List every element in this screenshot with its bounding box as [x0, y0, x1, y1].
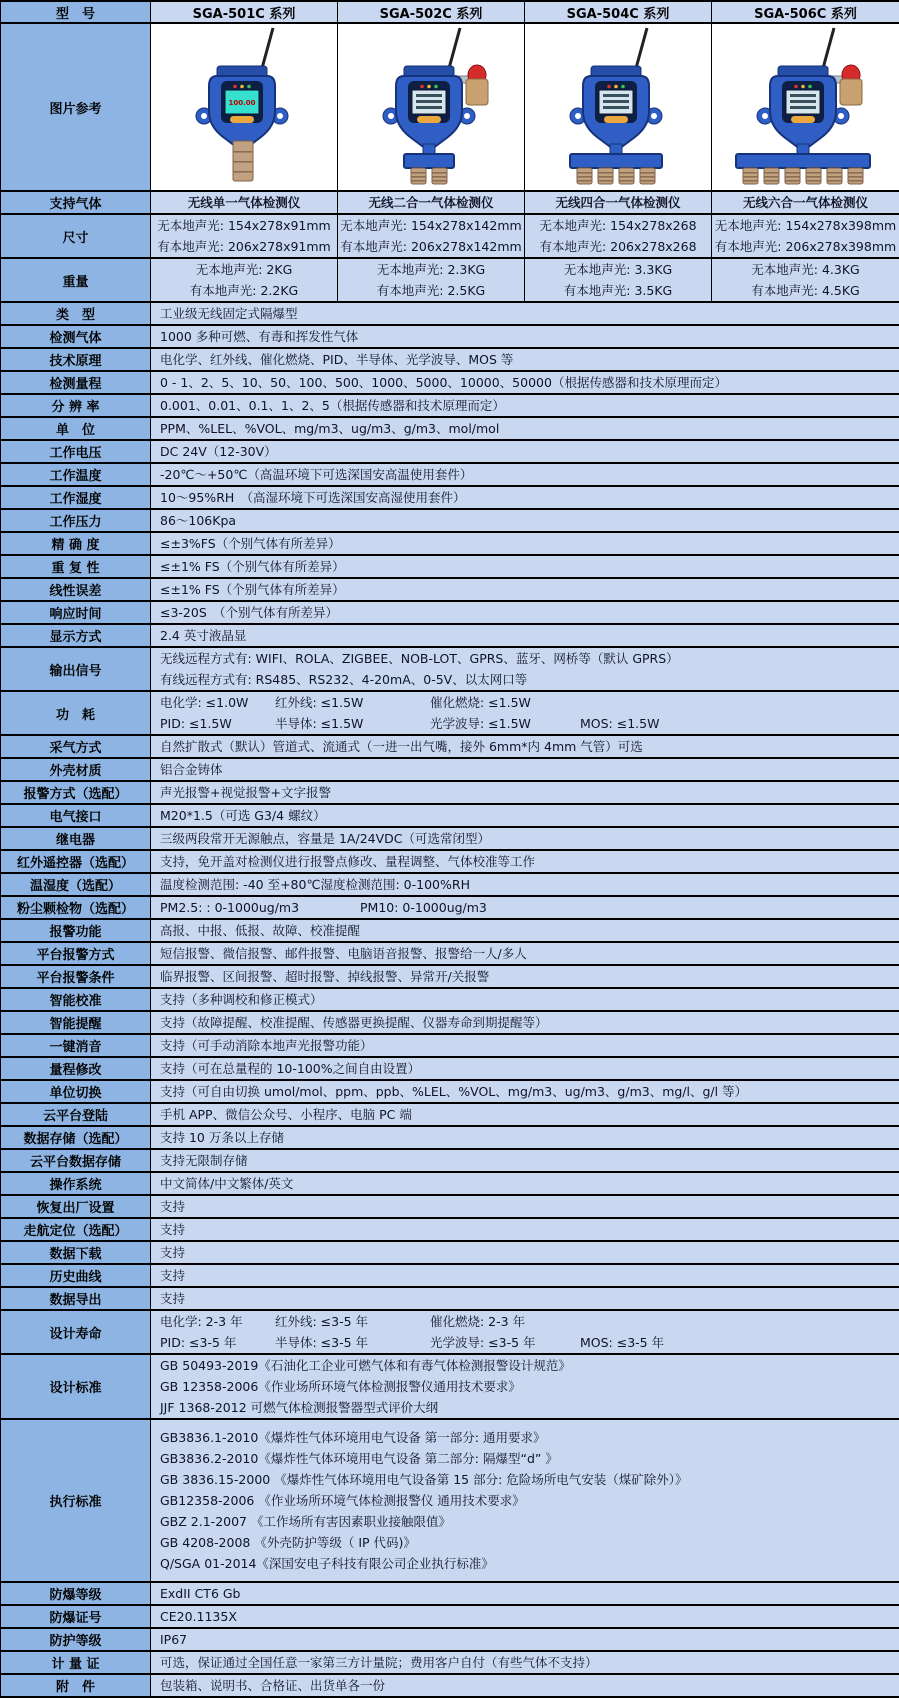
value-cell-mobile-positioning [151, 1218, 899, 1241]
value-cell-principle [151, 348, 899, 371]
value-cell-type [151, 302, 899, 325]
value-segment: 红外线: ≤1.5W [275, 692, 430, 713]
value-cell-os [151, 1172, 899, 1195]
row-label-alarm-mode: 报警方式（选配） [1, 781, 151, 804]
value-line: GB3836.2-2010《爆炸性气体环境用电气设备 第二部分: 隔爆型“d” 》 [160, 1448, 893, 1469]
value-cell-voltage [151, 440, 899, 463]
value-line: 无本地声光: 154x278x142mm [340, 215, 522, 236]
value-segment: 光学波导: ≤3-5 年 [430, 1332, 580, 1353]
value-line: 支持（可自由切换 umol/mol、ppm、ppb、%LEL、%VOL、mg/m3、ug/m3、g/m3、mg/l、g/l 等） [160, 1081, 893, 1102]
row-label-temp-humidity: 温湿度（选配） [1, 873, 151, 896]
row-label-linearity: 线性误差 [1, 578, 151, 601]
value-segment: 催化燃烧: ≤1.5W [430, 692, 531, 713]
value-line: 0 - 1、2、5、10、50、100、500、1000、5000、10000、50000（根据传感器和技术原理而定） [160, 372, 893, 393]
spec-row-weight [1, 258, 899, 302]
spec-row-data-download [1, 1241, 899, 1264]
spec-row-metrology-cert [1, 1651, 899, 1674]
value-line [160, 692, 893, 713]
value-cell-design-standard [151, 1354, 899, 1419]
value-line: 支持无限制存储 [160, 1150, 893, 1171]
value-segment: 半导体: ≤3-5 年 [275, 1332, 430, 1353]
value-line: 无线远程方式有: WIFI、ROLA、ZIGBEE、NOB-LOT、GPRS、蓝牙、网桥等（默认 GPRS） [160, 648, 893, 669]
spec-row-type [1, 302, 899, 325]
value-line [160, 1311, 893, 1332]
value-cell-weight-1 [338, 258, 525, 302]
spec-row-resolution [1, 394, 899, 417]
value-line: 无本地声光: 4.3KG [714, 259, 897, 280]
value-cell-humidity [151, 486, 899, 509]
value-line: 无本地声光: 154x278x91mm [153, 215, 335, 236]
spec-row-explosion-cert [1, 1605, 899, 1628]
value-cell-weight-3 [712, 258, 899, 302]
value-segment: PM2.5: : 0-1000ug/m3 [160, 897, 360, 918]
row-label-execution-standard: 执行标准 [1, 1419, 151, 1582]
value-line: GB3836.1-2010《爆炸性气体环境用电气设备 第一部分: 通用要求》 [160, 1427, 893, 1448]
value-cell-data-storage [151, 1126, 899, 1149]
value-cell-linearity [151, 578, 899, 601]
value-cell-resolution [151, 394, 899, 417]
spec-row-humidity [1, 486, 899, 509]
spec-row-dust [1, 896, 899, 919]
value-line: ≤±3%FS（个别气体有所差异） [160, 533, 893, 554]
row-label-accessories: 附 件 [1, 1674, 151, 1697]
value-line: GB 50493-2019《石油化工企业可燃气体和有毒气体检测报警设计规范》 [160, 1355, 893, 1376]
value-line: 无本地声光: 2KG [153, 259, 335, 280]
value-line [160, 713, 893, 734]
spec-row-design-life [1, 1310, 899, 1354]
value-line: GB 3836.15-2000 《爆炸性气体环境用电气设备第 15 部分: 危险场所电气安装（煤矿除外）》 [160, 1469, 893, 1490]
spec-row-temperature [1, 463, 899, 486]
value-segment: PID: ≤3-5 年 [160, 1332, 275, 1353]
value-line [160, 1332, 893, 1353]
row-label-pressure: 工作压力 [1, 509, 151, 532]
value-segment: 电化学: ≤1.0W [160, 692, 275, 713]
value-segment: MOS: ≤3-5 年 [580, 1332, 664, 1353]
value-cell-supported-gas-3 [712, 191, 899, 214]
image-cell-sga-504c [525, 23, 712, 191]
spec-row-image-ref [1, 23, 899, 191]
row-label-response-time: 响应时间 [1, 601, 151, 624]
row-label-one-key-mute: 一键消音 [1, 1034, 151, 1057]
value-segment: 温度检测范围: -40 至+80℃ [160, 874, 321, 895]
value-cell-display [151, 624, 899, 647]
value-cell-dimensions-1 [338, 214, 525, 258]
value-line: 0.001、0.01、0.1、1、2、5（根据传感器和技术原理而定） [160, 395, 893, 416]
row-label-design-standard: 设计标准 [1, 1354, 151, 1419]
row-label-range: 检测量程 [1, 371, 151, 394]
value-cell-metrology-cert [151, 1651, 899, 1674]
value-cell-dimensions-2 [525, 214, 712, 258]
row-label-housing: 外壳材质 [1, 758, 151, 781]
spec-row-smart-calibration [1, 988, 899, 1011]
value-cell-accuracy [151, 532, 899, 555]
series-header-0: SGA-501C 系列 [151, 1, 338, 23]
value-line: 无线二合一气体检测仪 [340, 192, 522, 213]
value-line [160, 897, 893, 918]
spec-row-smart-reminder [1, 1011, 899, 1034]
row-label-explosion-cert: 防爆证号 [1, 1605, 151, 1628]
value-line: CE20.1135X [160, 1606, 893, 1627]
value-cell-smart-reminder [151, 1011, 899, 1034]
row-label-data-storage: 数据存储（选配） [1, 1126, 151, 1149]
value-line: 工业级无线固定式隔爆型 [160, 303, 893, 324]
value-cell-range-modify [151, 1057, 899, 1080]
value-line: 有本地声光: 206x278x398mm [714, 236, 897, 257]
value-cell-explosion-class [151, 1582, 899, 1605]
value-line: PPM、%LEL、%VOL、mg/m3、ug/m3、g/m3、mol/mol [160, 418, 893, 439]
value-cell-accessories [151, 1674, 899, 1697]
row-label-type: 类 型 [1, 302, 151, 325]
spec-row-housing [1, 758, 899, 781]
row-label-humidity: 工作湿度 [1, 486, 151, 509]
spec-row-design-standard [1, 1354, 899, 1419]
value-cell-unit-switch [151, 1080, 899, 1103]
row-label-supported-gas: 支持气体 [1, 191, 151, 214]
spec-row-factory-reset [1, 1195, 899, 1218]
value-cell-cloud-storage [151, 1149, 899, 1172]
spec-row-platform-alarm-cond [1, 965, 899, 988]
value-line: M20*1.5（可选 G3/4 螺纹） [160, 805, 893, 826]
value-cell-history-curve [151, 1264, 899, 1287]
value-segment: PID: ≤1.5W [160, 713, 275, 734]
row-label-smart-reminder: 智能提醒 [1, 1011, 151, 1034]
product-image-sga-506c [718, 24, 893, 186]
spec-row-output-signal [1, 647, 899, 691]
value-cell-relay [151, 827, 899, 850]
image-cell-sga-506c [712, 23, 899, 191]
spec-row-power-consumption [1, 691, 899, 735]
value-line: ≤3-20S （个别气体有所差异） [160, 602, 893, 623]
value-line: 手机 APP、微信公众号、小程序、电脑 PC 端 [160, 1104, 893, 1125]
row-label-dimensions: 尺寸 [1, 214, 151, 258]
value-cell-temperature [151, 463, 899, 486]
row-label-temperature: 工作温度 [1, 463, 151, 486]
value-cell-cloud-login [151, 1103, 899, 1126]
value-line: 声光报警+视觉报警+文字报警 [160, 782, 893, 803]
value-cell-protection-class [151, 1628, 899, 1651]
value-cell-weight-0 [151, 258, 338, 302]
model-header-label: 型 号 [1, 1, 151, 23]
spec-row-electrical-port [1, 804, 899, 827]
value-cell-detect-gas [151, 325, 899, 348]
spec-row-range [1, 371, 899, 394]
value-cell-execution-standard [151, 1419, 899, 1582]
row-label-explosion-class: 防爆等级 [1, 1582, 151, 1605]
spec-row-data-storage [1, 1126, 899, 1149]
value-line: 临界报警、区间报警、超时报警、掉线报警、异常开/关报警 [160, 966, 893, 987]
spec-row-protection-class [1, 1628, 899, 1651]
spec-row-history-curve [1, 1264, 899, 1287]
value-cell-sampling [151, 735, 899, 758]
spec-row-one-key-mute [1, 1034, 899, 1057]
row-label-protection-class: 防护等级 [1, 1628, 151, 1651]
value-cell-supported-gas-2 [525, 191, 712, 214]
value-cell-dimensions-3 [712, 214, 899, 258]
value-line: 有本地声光: 2.5KG [340, 280, 522, 301]
spec-row-platform-alarm-mode [1, 942, 899, 965]
value-line: 有本地声光: 206x278x91mm [153, 236, 335, 257]
value-cell-range [151, 371, 899, 394]
value-line: ExdII CT6 Gb [160, 1583, 893, 1604]
value-cell-temp-humidity [151, 873, 899, 896]
value-cell-factory-reset [151, 1195, 899, 1218]
value-cell-ir-remote [151, 850, 899, 873]
value-line: 支持（多种调校和修正模式） [160, 989, 893, 1010]
value-line: 支持 [160, 1242, 893, 1263]
value-line: 可选，保证通过全国任意一家第三方计量院；费用客户自付（有些气体不支持） [160, 1652, 893, 1673]
value-cell-housing [151, 758, 899, 781]
spec-row-accessories [1, 1674, 899, 1697]
value-line [160, 874, 893, 895]
row-label-output-signal: 输出信号 [1, 647, 151, 691]
value-line: GB 12358-2006《作业场所环境气体检测报警仪通用技术要求》 [160, 1376, 893, 1397]
row-label-dust: 粉尘颗检物（选配） [1, 896, 151, 919]
image-cell-sga-502c [338, 23, 525, 191]
value-cell-platform-alarm-cond [151, 965, 899, 988]
value-line: 有线远程方式有: RS485、RS232、4-20mA、0-5V、以太网口等 [160, 669, 893, 690]
row-label-unit: 单 位 [1, 417, 151, 440]
row-label-metrology-cert: 计 量 证 [1, 1651, 151, 1674]
value-line: GB 4208-2008 《外壳防护等级（ IP 代码)》 [160, 1532, 893, 1553]
value-cell-pressure [151, 509, 899, 532]
value-line: 支持（可在总量程的 10-100%之间自由设置） [160, 1058, 893, 1079]
row-label-detect-gas: 检测气体 [1, 325, 151, 348]
value-cell-weight-2 [525, 258, 712, 302]
value-segment: 催化燃烧: 2-3 年 [430, 1311, 525, 1332]
row-label-accuracy: 精 确 度 [1, 532, 151, 555]
row-label-factory-reset: 恢复出厂设置 [1, 1195, 151, 1218]
spec-row-ir-remote [1, 850, 899, 873]
value-cell-dimensions-0 [151, 214, 338, 258]
value-line: JJF 1368-2012 可燃气体检测报警器型式评价大纲 [160, 1397, 893, 1418]
spec-row-range-modify [1, 1057, 899, 1080]
spec-row-linearity [1, 578, 899, 601]
row-label-platform-alarm-cond: 平台报警条件 [1, 965, 151, 988]
spec-row-explosion-class [1, 1582, 899, 1605]
spec-row-pressure [1, 509, 899, 532]
row-label-platform-alarm-mode: 平台报警方式 [1, 942, 151, 965]
value-line: 10～95%RH （高湿环境下可选深国安高湿使用套件） [160, 487, 893, 508]
value-line: 支持 [160, 1288, 893, 1309]
row-label-power-consumption: 功 耗 [1, 691, 151, 735]
svg-text:100.00: 100.00 [228, 99, 255, 107]
row-label-smart-calibration: 智能校准 [1, 988, 151, 1011]
spec-row-dimensions [1, 214, 899, 258]
value-line: GBZ 2.1-2007 《工作场所有害因素职业接触限值》 [160, 1511, 893, 1532]
value-cell-power-consumption [151, 691, 899, 735]
value-line: 支持 [160, 1265, 893, 1286]
product-image-sga-501c [157, 24, 332, 186]
value-line: GB12358-2006 《作业场所环境气体检测报警仪 通用技术要求》 [160, 1490, 893, 1511]
spec-row-unit [1, 417, 899, 440]
value-line: Q/SGA 01-2014《深国安电子科技有限公司企业执行标准》 [160, 1553, 893, 1574]
value-cell-supported-gas-0 [151, 191, 338, 214]
row-label-voltage: 工作电压 [1, 440, 151, 463]
row-label-image-ref: 图片参考 [1, 23, 151, 191]
row-label-resolution: 分 辨 率 [1, 394, 151, 417]
row-label-repeatability: 重 复 性 [1, 555, 151, 578]
value-cell-data-download [151, 1241, 899, 1264]
value-cell-explosion-cert [151, 1605, 899, 1628]
value-cell-alarm-mode [151, 781, 899, 804]
row-label-relay: 继电器 [1, 827, 151, 850]
value-cell-one-key-mute [151, 1034, 899, 1057]
row-label-data-download: 数据下载 [1, 1241, 151, 1264]
row-label-range-modify: 量程修改 [1, 1057, 151, 1080]
value-line: 无本地声光: 154x278x268 [527, 215, 709, 236]
spec-row-accuracy [1, 532, 899, 555]
value-segment: MOS: ≤1.5W [580, 713, 659, 734]
value-line: 1000 多种可燃、有毒和挥发性气体 [160, 326, 893, 347]
spec-row-repeatability [1, 555, 899, 578]
spec-row-os [1, 1172, 899, 1195]
value-line: 短信报警、微信报警、邮件报警、电脑语音报警、报警给一人/多人 [160, 943, 893, 964]
row-label-mobile-positioning: 走航定位（选配） [1, 1218, 151, 1241]
row-label-design-life: 设计寿命 [1, 1310, 151, 1354]
value-line: ≤±1% FS（个别气体有所差异） [160, 579, 893, 600]
value-line: 2.4 英寸液晶显 [160, 625, 893, 646]
row-label-cloud-login: 云平台登陆 [1, 1103, 151, 1126]
spec-row-temp-humidity [1, 873, 899, 896]
spec-row-sampling [1, 735, 899, 758]
spec-row-relay [1, 827, 899, 850]
value-line: 三级两段常开无源触点，容量是 1A/24VDC（可选常闭型） [160, 828, 893, 849]
value-line: 支持 10 万条以上存储 [160, 1127, 893, 1148]
row-label-ir-remote: 红外遥控器（选配） [1, 850, 151, 873]
value-segment: 湿度检测范围: 0-100%RH [321, 874, 470, 895]
row-label-cloud-storage: 云平台数据存储 [1, 1149, 151, 1172]
spec-row-principle [1, 348, 899, 371]
value-segment: 电化学: 2-3 年 [160, 1311, 275, 1332]
value-line: 无线四合一气体检测仪 [527, 192, 709, 213]
spec-row-alarm-function [1, 919, 899, 942]
series-header-2: SGA-504C 系列 [525, 1, 712, 23]
value-line: 无线六合一气体检测仪 [714, 192, 897, 213]
value-line: 有本地声光: 3.5KG [527, 280, 709, 301]
spec-row-alarm-mode [1, 781, 899, 804]
row-label-data-export: 数据导出 [1, 1287, 151, 1310]
value-cell-supported-gas-1 [338, 191, 525, 214]
row-label-history-curve: 历史曲线 [1, 1264, 151, 1287]
value-cell-output-signal [151, 647, 899, 691]
value-line: 支持（故障提醒、校准提醒、传感器更换提醒、仪器寿命到期提醒等） [160, 1012, 893, 1033]
value-cell-unit [151, 417, 899, 440]
spec-row-unit-switch [1, 1080, 899, 1103]
series-header-1: SGA-502C 系列 [338, 1, 525, 23]
spec-row-detect-gas [1, 325, 899, 348]
row-label-unit-switch: 单位切换 [1, 1080, 151, 1103]
value-line: 支持，免开盖对检测仪进行报警点修改、量程调整、气体校准等工作 [160, 851, 893, 872]
value-cell-alarm-function [151, 919, 899, 942]
value-cell-dust [151, 896, 899, 919]
spec-row-response-time [1, 601, 899, 624]
row-label-os: 操作系统 [1, 1172, 151, 1195]
value-line: 包装箱、说明书、合格证、出货单各一份 [160, 1675, 893, 1696]
value-cell-electrical-port [151, 804, 899, 827]
value-line: 支持 [160, 1219, 893, 1240]
value-line: 86～106Kpa [160, 510, 893, 531]
value-segment: 红外线: ≤3-5 年 [275, 1311, 430, 1332]
row-label-principle: 技术原理 [1, 348, 151, 371]
value-line: 支持 [160, 1196, 893, 1217]
value-line: 无本地声光: 154x278x398mm [714, 215, 897, 236]
value-line: 电化学、红外线、催化燃烧、PID、半导体、光学波导、MOS 等 [160, 349, 893, 370]
value-cell-design-life [151, 1310, 899, 1354]
value-line: 有本地声光: 2.2KG [153, 280, 335, 301]
value-line: 无本地声光: 2.3KG [340, 259, 522, 280]
product-image-sga-502c [344, 24, 519, 186]
value-line: 支持（可手动消除本地声光报警功能） [160, 1035, 893, 1056]
value-line: DC 24V（12-30V） [160, 441, 893, 462]
spec-row-mobile-positioning [1, 1218, 899, 1241]
value-line: 铝合金铸体 [160, 759, 893, 780]
value-segment: PM10: 0-1000ug/m3 [360, 897, 487, 918]
value-line: ≤±1% FS（个别气体有所差异） [160, 556, 893, 577]
product-image-sga-504c [531, 24, 706, 186]
spec-row-cloud-login [1, 1103, 899, 1126]
value-line: 有本地声光: 4.5KG [714, 280, 897, 301]
value-segment: 半导体: ≤1.5W [275, 713, 430, 734]
value-line: 有本地声光: 206x278x268 [527, 236, 709, 257]
header-row [1, 1, 899, 23]
value-cell-smart-calibration [151, 988, 899, 1011]
row-label-alarm-function: 报警功能 [1, 919, 151, 942]
row-label-display: 显示方式 [1, 624, 151, 647]
row-label-electrical-port: 电气接口 [1, 804, 151, 827]
image-cell-sga-501c [151, 23, 338, 191]
spec-row-display [1, 624, 899, 647]
value-cell-response-time [151, 601, 899, 624]
value-cell-data-export [151, 1287, 899, 1310]
value-cell-repeatability [151, 555, 899, 578]
spec-row-data-export [1, 1287, 899, 1310]
series-header-3: SGA-506C 系列 [712, 1, 899, 23]
value-line: 有本地声光: 206x278x142mm [340, 236, 522, 257]
spec-row-cloud-storage [1, 1149, 899, 1172]
value-cell-platform-alarm-mode [151, 942, 899, 965]
value-line: 无线单一气体检测仪 [153, 192, 335, 213]
value-segment: 光学波导: ≤1.5W [430, 713, 580, 734]
row-label-sampling: 采气方式 [1, 735, 151, 758]
value-line: -20℃～+50℃（高温环境下可选深国安高温使用套件） [160, 464, 893, 485]
value-line: IP67 [160, 1629, 893, 1650]
value-line: 无本地声光: 3.3KG [527, 259, 709, 280]
spec-row-supported-gas [1, 191, 899, 214]
row-label-weight: 重量 [1, 258, 151, 302]
value-line: 中文简体/中文繁体/英文 [160, 1173, 893, 1194]
value-line: 自然扩散式（默认）管道式、流通式（一进一出气嘴，接外 6mm*内 4mm 气管）可选 [160, 736, 893, 757]
spec-row-voltage [1, 440, 899, 463]
spec-row-execution-standard [1, 1419, 899, 1582]
value-line: 高报、中报、低报、故障、校准提醒 [160, 920, 893, 941]
